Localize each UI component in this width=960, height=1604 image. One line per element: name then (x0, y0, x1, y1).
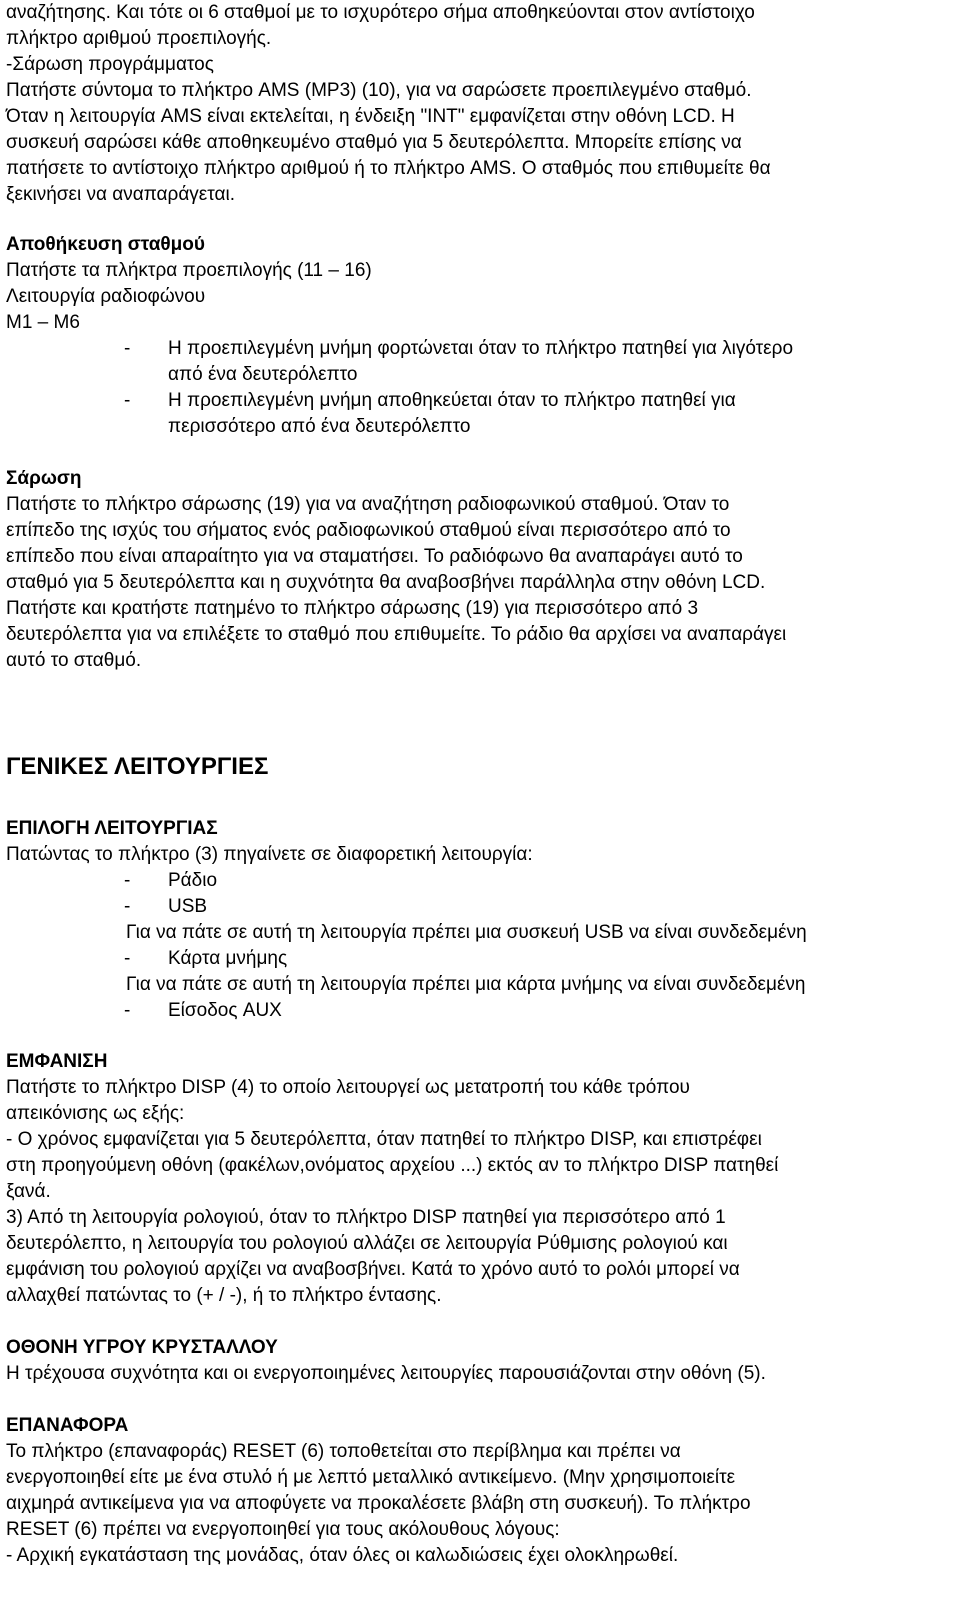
mode-note: Για να πάτε σε αυτή τη λειτουργία πρέπει μια κάρτα μνήμης να είναι συνδεδεμένη (126, 974, 806, 995)
scan-line: δευτερόλεπτα για να επιλέξετε το σταθμό που επιθυμείτε. Το ράδιο θα αρχίσει να αναπαράγει (6, 624, 787, 645)
intro-line: αναζήτησης. Και τότε οι 6 σταθμοί με το ισχυρότερο σήμα αποθηκεύονται στον αντίστοιχο (6, 2, 755, 23)
mode-note: Για να πάτε σε αυτή τη λειτουργία πρέπει μια συσκευή USB να είναι συνδεδεμένη (126, 922, 807, 943)
scan-line: σταθμό για 5 δευτερόλεπτα και η συχνότητα θα αναβοσβήνει παράλληλα στην οθόνη LCD. (6, 572, 766, 593)
mode-item: Είσοδος AUX (168, 1000, 282, 1021)
lcd-heading: ΟΘΟΝΗ ΥΓΡΟΥ ΚΡΥΣΤΑΛΛΟΥ (6, 1337, 278, 1358)
display-line: αλλαχθεί πατώντας το (+ / -), ή το πλήκτρο έντασης. (6, 1285, 442, 1306)
bullet-text: από ένα δευτερόλεπτο (168, 364, 358, 385)
bullet-text: Η προεπιλεγμένη μνήμη φορτώνεται όταν το πλήκτρο πατηθεί για λιγότερο (168, 338, 794, 359)
bullet-text: περισσότερο από ένα δευτερόλεπτο (168, 416, 471, 437)
mode-dash: - (124, 896, 131, 917)
reset-line: αιχμηρά αντικείμενα για να αποφύγετε να προκαλέσετε βλάβη στη συσκευή). Το πλήκτρο (6, 1493, 751, 1514)
display-line: δευτερόλεπτο, η λειτουργία του ρολογιού αλλάζει σε λειτουργία Ρύθμισης ρολογιού και (6, 1233, 728, 1254)
scan-heading: Σάρωση (6, 468, 82, 489)
scan-line: Πατήστε το πλήκτρο σάρωσης (19) για να αναζήτηση ραδιοφωνικού σταθμού. Όταν το (6, 494, 730, 515)
bullet-dash: - (124, 338, 131, 359)
scan-line: επίπεδο της ισχύς του σήματος ενός ραδιοφωνικού σταθμού είναι περισσότερο από το (6, 520, 731, 541)
mode-dash: - (124, 948, 131, 969)
lcd-line: Η τρέχουσα συχνότητα και οι ενεργοποιημένες λειτουργίες παρουσιάζονται στην οθόνη (5). (6, 1363, 766, 1384)
intro-line: Πατήστε σύντομα το πλήκτρο AMS (MP3) (10), για να σαρώσετε προεπιλεγμένο σταθμό. (6, 80, 752, 101)
reset-line: RESET (6) πρέπει να ενεργοποιηθεί για τους ακόλουθους λόγους: (6, 1519, 560, 1540)
store-line: Πατήστε τα πλήκτρα προεπιλογής (11 – 16) (6, 260, 372, 281)
intro-line: συσκευή σαρώσει κάθε αποθηκευμένο σταθμό για 5 δευτερόλεπτα. Μπορείτε επίσης να (6, 132, 742, 153)
mode-item: Ράδιο (168, 870, 218, 891)
display-line: - Ο χρόνος εμφανίζεται για 5 δευτερόλεπτα, όταν πατηθεί το πλήκτρο DISP, και επιστρέφει (6, 1129, 762, 1150)
store-line: M1 – M6 (6, 312, 80, 333)
display-heading: ΕΜΦΑΝΙΣΗ (6, 1051, 108, 1072)
mode-item: USB (168, 896, 208, 917)
display-line: εμφάνιση του ρολογιού αρχίζει να αναβοσβήνει. Κατά το χρόνο αυτό το ρολόι μπορεί να (6, 1259, 740, 1280)
display-line: στη προηγούμενη οθόνη (φακέλων,ονόματος αρχείου ...) εκτός αν το πλήκτρο DISP πατηθεί (6, 1155, 779, 1176)
mode-dash: - (124, 870, 131, 891)
reset-line: - Αρχική εγκατάσταση της μονάδας, όταν όλες οι καλωδιώσεις έχει ολοκληρωθεί. (6, 1545, 679, 1566)
mode-dash: - (124, 1000, 131, 1021)
display-line: ξανά. (6, 1181, 51, 1202)
display-line: απεικόνισης ως εξής: (6, 1103, 185, 1124)
store-heading: Αποθήκευση σταθμού (6, 234, 205, 255)
mode-item: Κάρτα μνήμης (168, 948, 288, 969)
scan-line: αυτό το σταθμό. (6, 650, 142, 671)
store-line: Λειτουργία ραδιοφώνου (6, 286, 206, 307)
intro-line: Όταν η λειτουργία AMS είναι εκτελείται, η ένδειξη "INT" εμφανίζεται στην οθόνη LCD. Η (6, 106, 735, 127)
intro-line: πατήσετε το αντίστοιχο πλήκτρο αριθμού ή το πλήκτρο AMS. Ο σταθμός που επιθυμείτε θα (6, 158, 771, 179)
reset-line: ενεργοποιηθεί είτε με ένα στυλό ή με λεπτό μεταλλικό αντικείμενο. (Μην χρησιμοποιείτε (6, 1467, 736, 1488)
scan-line: επίπεδο που είναι απαραίτητο για να σταματήσει. Το ραδιόφωνο θα αναπαράγει αυτό το (6, 546, 743, 567)
mode-heading: ΕΠΙΛΟΓΗ ΛΕΙΤΟΥΡΓΙΑΣ (6, 818, 218, 839)
intro-line: πλήκτρο αριθμού προεπιλογής. (6, 28, 272, 49)
display-line: 3) Από τη λειτουργία ρολογιού, όταν το πλήκτρο DISP πατηθεί για περισσότερο από 1 (6, 1207, 726, 1228)
bullet-dash: - (124, 390, 131, 411)
display-line: Πατήστε το πλήκτρο DISP (4) το οποίο λειτουργεί ως μετατροπή του κάθε τρόπου (6, 1077, 690, 1098)
scan-line: Πατήστε και κρατήστε πατημένο το πλήκτρο σάρωσης (19) για περισσότερο από 3 (6, 598, 699, 619)
bullet-text: Η προεπιλεγμένη μνήμη αποθηκεύεται όταν το πλήκτρο πατηθεί για (168, 390, 736, 411)
reset-line: Το πλήκτρο (επαναφοράς) RESET (6) τοποθετείται στο περίβλημα και πρέπει να (6, 1441, 681, 1462)
intro-line: -Σάρωση προγράμματος (6, 54, 214, 75)
intro-line: ξεκινήσει να αναπαράγεται. (6, 184, 236, 205)
mode-intro: Πατώντας το πλήκτρο (3) πηγαίνετε σε διαφορετική λειτουργία: (6, 844, 533, 865)
general-heading: ΓΕΝΙΚΕΣ ΛΕΙΤΟΥΡΓΙΕΣ (6, 753, 269, 780)
reset-heading: ΕΠΑΝΑΦΟΡΑ (6, 1415, 129, 1436)
